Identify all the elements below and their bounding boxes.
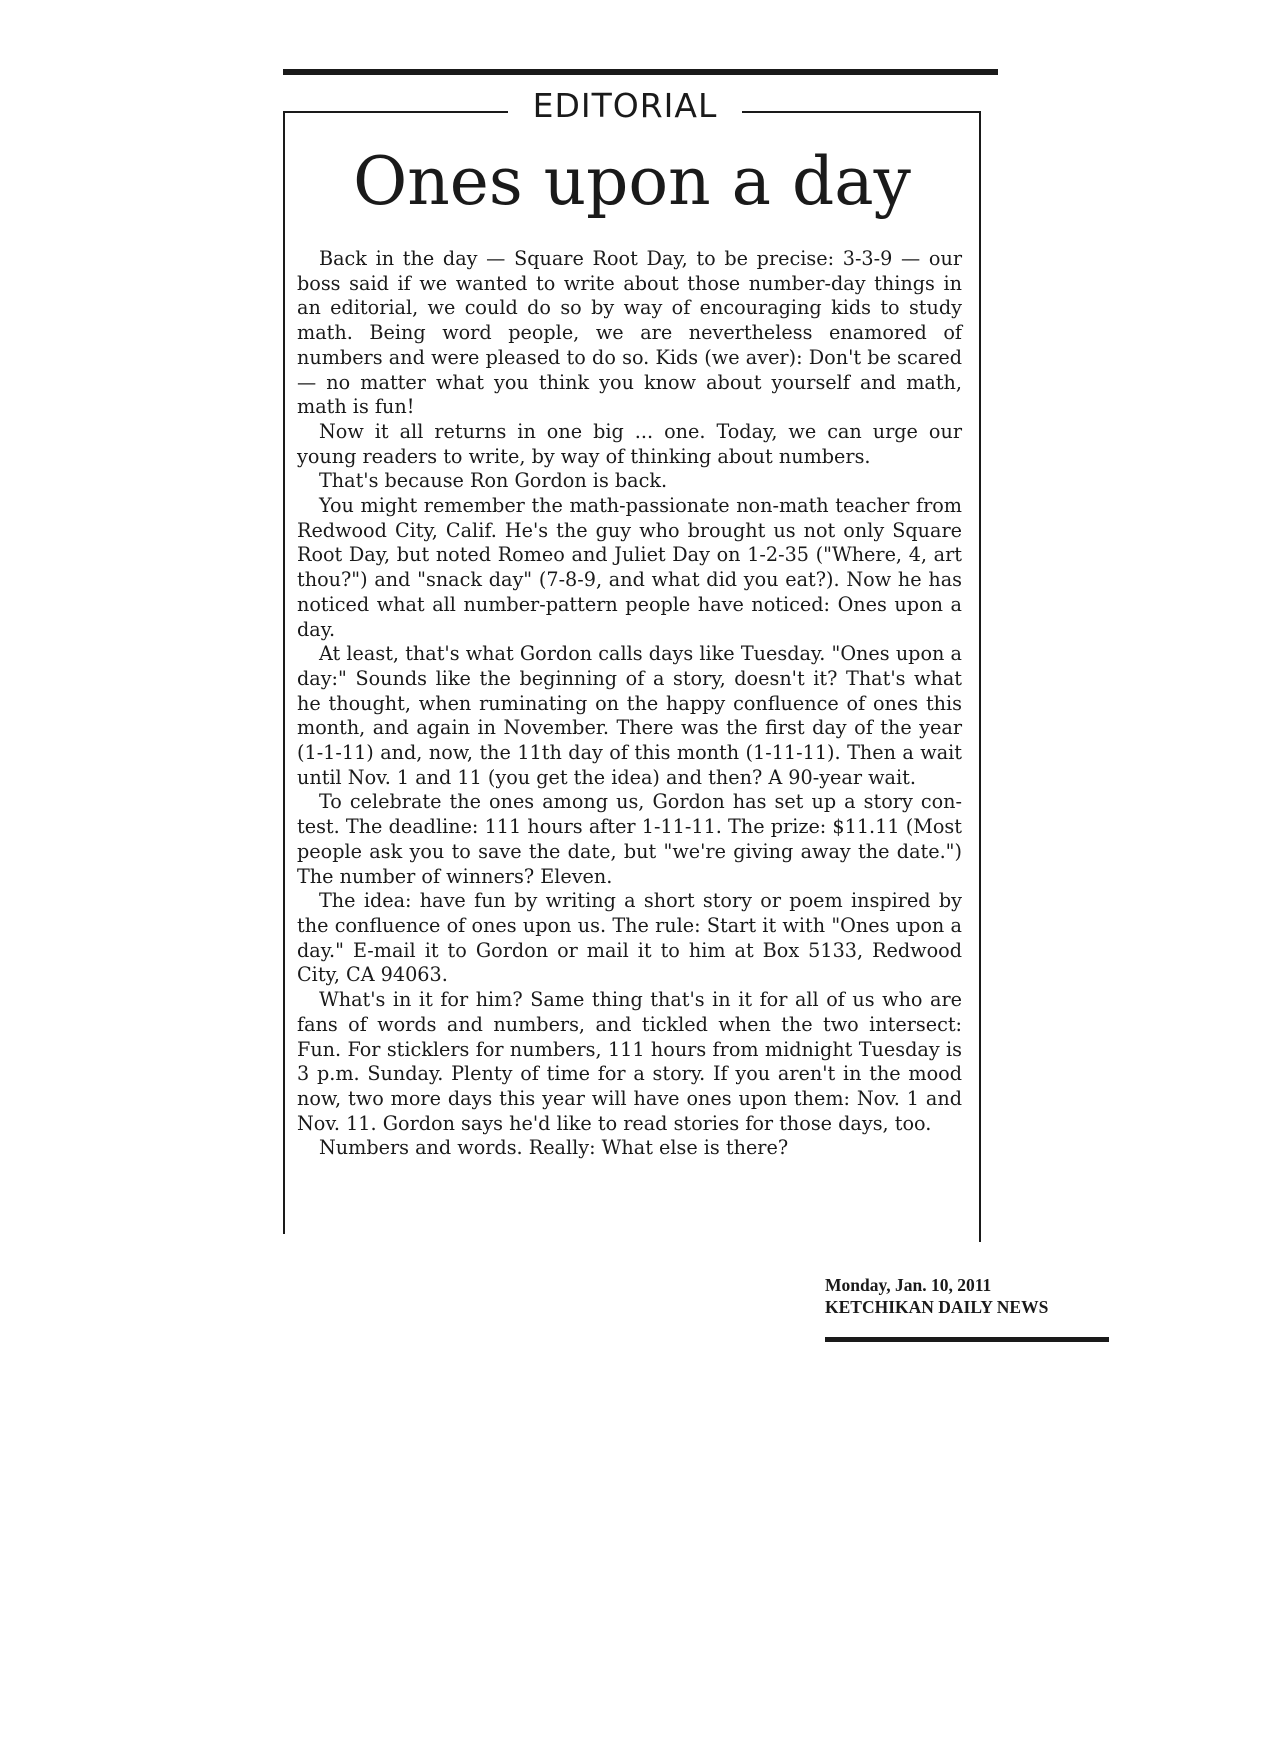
frame-border-left: [283, 112, 285, 1234]
section-header: [283, 86, 981, 126]
frame-border-right: [979, 112, 981, 1242]
article-paragraph: Numbers and words. Really: What else is there?: [319, 1136, 789, 1160]
publication-footer: [825, 1274, 1125, 1318]
article-paragraph: You might remember the math-passionate non-math teacher from Redwood City, Calif. He's the guy who brought us not only Square Root Day, but noted Romeo and Juliet Day on 1-2-35 ("Where, 4, art thou?") and "snack day" (7-8-9, and what did you eat?). Now he has noticed what all number-pattern people have noticed: Ones upon a day.: [297, 494, 962, 641]
section-label: EDITORIAL: [532, 86, 718, 125]
publication-name: KETCHIKAN DAILY NEWS: [825, 1297, 1049, 1317]
article-body: [297, 247, 962, 1161]
article-paragraph: Now it all returns in one big ... one. Today, we can urge our young readers to write, by way of thinking about numbers.: [297, 419, 962, 468]
section-divider-left: [283, 111, 508, 113]
top-rule: [283, 69, 998, 75]
bottom-rule: [825, 1337, 1109, 1342]
article-paragraph: To celebrate the ones among us, Gordon has set up a story contest. The deadline: 111 hours after 1-11-11. The prize: $11.11 (Most people ask you to save the date, but "we're giving away the date.") The number of winners? Eleven.: [297, 790, 962, 888]
article-paragraph: Back in the day — Square Root Day, to be precise: 3-3-9 — our boss said if we wanted to write about those number-day things in an editorial, we could do so by way of encouraging kids to study math. Being word people, we are nevertheless enamored of numbers and were pleased to do so. Kids (we aver): Don't be scared — no matter what you think you know about yourself and math, math is fun!: [297, 247, 962, 419]
article-paragraph: At least, that's what Gordon calls days like Tuesday. "Ones upon a day:" Sounds like the beginning of a story, doesn't it? That's what he thought, when ruminating on the happy confluence of ones this month, and again in November. There was the first day of the year (1-1-11) and, now, the 11th day of this month (1-11-11). Then a wait until Nov. 1 and 11 (you get the idea) and then? A 90-year wait.: [297, 642, 962, 789]
article-paragraph: What's in it for him? Same thing that's in it for all of us who are fans of words and numbers, and tickled when the two intersect: Fun. For sticklers for numbers, 111 hours from midnight Tuesday is 3 p.m. Sunday. Plenty of time for a story. If you aren't in the mood now, two more days this year will have ones upon them: Nov. 1 and Nov. 11. Gordon says he'd like to read stories for those days, too.: [297, 988, 962, 1135]
section-divider-right: [742, 111, 981, 113]
article-paragraph: That's because Ron Gordon is back.: [319, 469, 668, 493]
headline: Ones upon a day: [353, 143, 911, 220]
article-paragraph: The idea: have fun by writing a short story or poem inspired by the confluence of ones upon us. The rule: Start it with "Ones upon a day." E-mail it to Gordon or mail it to him at Box 5133, Redwood City, CA 94063.: [297, 889, 962, 987]
publication-date: Monday, Jan. 10, 2011: [825, 1275, 992, 1295]
